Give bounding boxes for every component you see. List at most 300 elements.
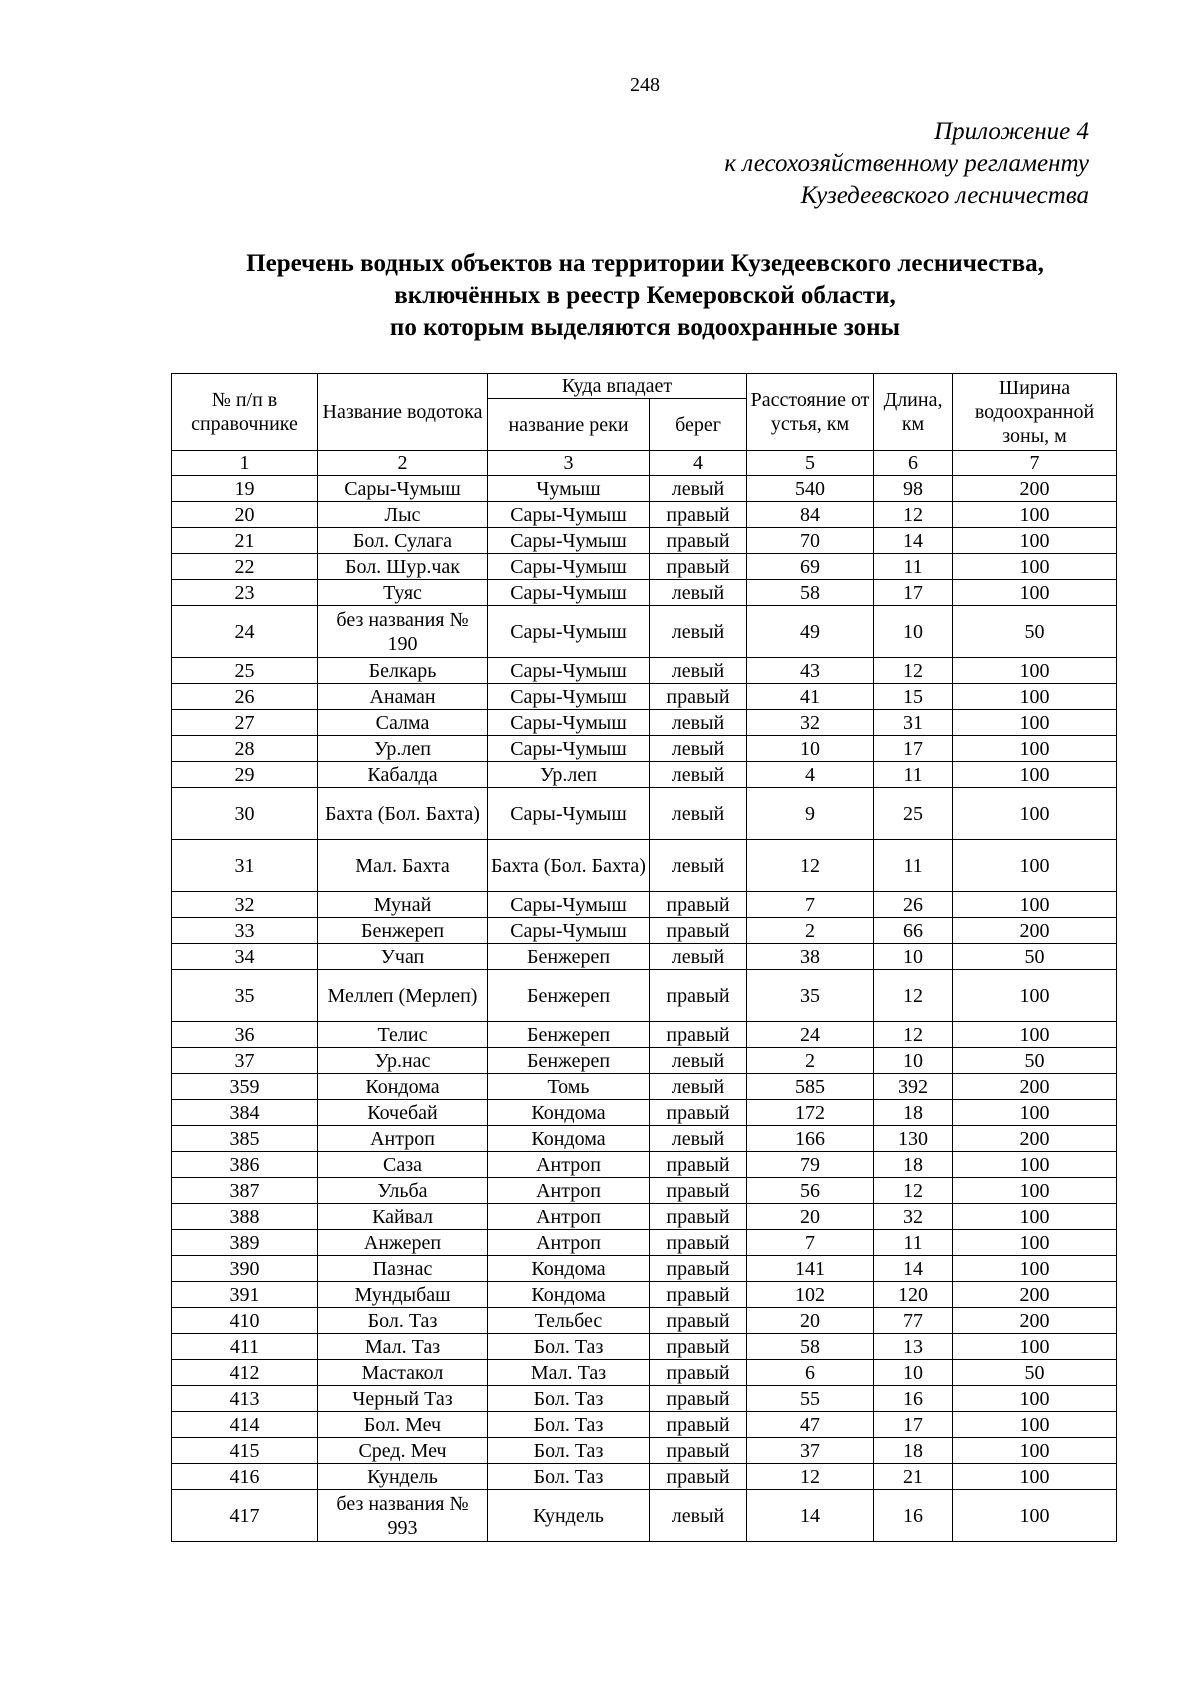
cell-num: 32 [172, 892, 318, 918]
cell-length: 130 [874, 1126, 953, 1152]
cell-width: 200 [953, 918, 1117, 944]
cell-num: 388 [172, 1204, 318, 1230]
cell-distance: 20 [747, 1308, 874, 1334]
cell-num: 411 [172, 1334, 318, 1360]
cell-width: 100 [953, 892, 1117, 918]
table-row [172, 918, 1117, 944]
cell-length: 120 [874, 1282, 953, 1308]
cell-distance: 172 [747, 1100, 874, 1126]
table-row [172, 606, 1117, 658]
table-row [172, 1074, 1117, 1100]
cell-name: без названия № 993 [318, 1490, 488, 1542]
cell-name: Анжереп [318, 1230, 488, 1256]
table-row [172, 554, 1117, 580]
cell-num: 416 [172, 1464, 318, 1490]
cell-bank: правый [650, 1178, 747, 1204]
cell-distance: 84 [747, 502, 874, 528]
table-row [172, 1152, 1117, 1178]
header-bank: берег [650, 399, 747, 451]
title-line-1: Перечень водных объектов на территории Кузедеевского лесничества, [246, 250, 1044, 277]
cell-distance: 2 [747, 1048, 874, 1074]
cell-width: 50 [953, 944, 1117, 970]
cell-width: 100 [953, 580, 1117, 606]
table-row [172, 1490, 1117, 1542]
cell-river: Сары-Чумыш [488, 684, 650, 710]
table-row [172, 1204, 1117, 1230]
table-row [172, 944, 1117, 970]
cell-bank: левый [650, 580, 747, 606]
cell-width: 50 [953, 606, 1117, 658]
title-line-2: включённых в реестр Кемеровской области, [394, 282, 896, 309]
cell-river: Антроп [488, 1152, 650, 1178]
cell-width: 100 [953, 684, 1117, 710]
cell-river: Бол. Таз [488, 1464, 650, 1490]
page-number: 248 [630, 74, 660, 96]
cell-length: 14 [874, 1256, 953, 1282]
cell-bank: левый [650, 476, 747, 502]
cell-distance: 69 [747, 554, 874, 580]
cell-width: 100 [953, 1438, 1117, 1464]
cell-distance: 55 [747, 1386, 874, 1412]
cell-bank: левый [650, 736, 747, 762]
table-row [172, 1100, 1117, 1126]
cell-num: 389 [172, 1230, 318, 1256]
cell-bank: правый [650, 1412, 747, 1438]
cell-name: Телис [318, 1022, 488, 1048]
table-row [172, 658, 1117, 684]
cell-name: Кайвал [318, 1204, 488, 1230]
cell-name: Мастакол [318, 1360, 488, 1386]
cell-length: 21 [874, 1464, 953, 1490]
cell-bank: левый [650, 1126, 747, 1152]
cell-bank: правый [650, 1256, 747, 1282]
table-row [172, 684, 1117, 710]
header-distance: Расстояние от устья, км [747, 374, 874, 451]
cell-name: Учап [318, 944, 488, 970]
cell-bank: правый [650, 528, 747, 554]
header-num: № п/п в справочнике [172, 374, 318, 451]
cell-river: Сары-Чумыш [488, 918, 650, 944]
cell-width: 100 [953, 840, 1117, 892]
cell-bank: правый [650, 918, 747, 944]
cell-bank: правый [650, 1308, 747, 1334]
cell-river: Антроп [488, 1230, 650, 1256]
cell-num: 359 [172, 1074, 318, 1100]
cell-distance: 585 [747, 1074, 874, 1100]
cell-width: 100 [953, 736, 1117, 762]
table-row [172, 1386, 1117, 1412]
cell-num: 19 [172, 476, 318, 502]
cell-num: 35 [172, 970, 318, 1022]
cell-river: Бол. Таз [488, 1438, 650, 1464]
water-objects-table [171, 373, 1117, 1542]
cell-length: 10 [874, 1360, 953, 1386]
cell-distance: 14 [747, 1490, 874, 1542]
cell-bank: правый [650, 1282, 747, 1308]
cell-length: 12 [874, 502, 953, 528]
cell-river: Ур.леп [488, 762, 650, 788]
cell-bank: правый [650, 554, 747, 580]
cell-num: 415 [172, 1438, 318, 1464]
cell-length: 12 [874, 1022, 953, 1048]
cell-width: 200 [953, 1126, 1117, 1152]
table-body [172, 451, 1117, 1542]
cell-river: Бахта (Бол. Бахта) [488, 840, 650, 892]
cell-bank: правый [650, 1152, 747, 1178]
cell-width: 100 [953, 1334, 1117, 1360]
cell-name: Мал. Таз [318, 1334, 488, 1360]
cell-name: Пазнас [318, 1256, 488, 1282]
cell-num: 37 [172, 1048, 318, 1074]
title-line-3: по которым выделяются водоохранные зоны [389, 314, 901, 341]
cell-length: 11 [874, 1230, 953, 1256]
cell-width: 100 [953, 1100, 1117, 1126]
cell-distance: 58 [747, 580, 874, 606]
cell-name: Белкарь [318, 658, 488, 684]
table-row [172, 1022, 1117, 1048]
table-row [172, 1178, 1117, 1204]
cell-river: Антроп [488, 1204, 650, 1230]
cell-num: 384 [172, 1100, 318, 1126]
cell-length: 32 [874, 1204, 953, 1230]
cell-river: Бол. Таз [488, 1334, 650, 1360]
cell-river: Кондома [488, 1126, 650, 1152]
cell-bank: правый [650, 1022, 747, 1048]
cell-distance: 58 [747, 1334, 874, 1360]
cell-num: 36 [172, 1022, 318, 1048]
cell-river: Бенжереп [488, 1022, 650, 1048]
cell-num: 412 [172, 1360, 318, 1386]
cell-length: 26 [874, 892, 953, 918]
cell-river: Сары-Чумыш [488, 710, 650, 736]
cell-length: 12 [874, 658, 953, 684]
cell-name: Кундель [318, 1464, 488, 1490]
cell-num: 24 [172, 606, 318, 658]
cell-distance: 49 [747, 606, 874, 658]
cell-distance: 79 [747, 1152, 874, 1178]
table-row [172, 528, 1117, 554]
cell-width: 100 [953, 1490, 1117, 1542]
cell-width: 100 [953, 1412, 1117, 1438]
table-row [172, 1048, 1117, 1074]
cell-length: 16 [874, 1386, 953, 1412]
cell-width: 100 [953, 1178, 1117, 1204]
cell-distance: 20 [747, 1204, 874, 1230]
cell-width: 200 [953, 1282, 1117, 1308]
cell-length: 98 [874, 476, 953, 502]
table-row [172, 502, 1117, 528]
cell-bank: левый [650, 658, 747, 684]
cell-width: 100 [953, 1204, 1117, 1230]
table-row [172, 1126, 1117, 1152]
cell-num: 386 [172, 1152, 318, 1178]
cell-name: Туяс [318, 580, 488, 606]
cell-river: Сары-Чумыш [488, 788, 650, 840]
cell-length: 10 [874, 606, 953, 658]
header-river-name: название реки [488, 399, 650, 451]
cell-num: 385 [172, 1126, 318, 1152]
cell-num: 27 [172, 710, 318, 736]
cell-distance: 12 [747, 840, 874, 892]
cell-length: 12 [874, 1178, 953, 1204]
cell-bank: левый [650, 1490, 747, 1542]
cell-width: 100 [953, 788, 1117, 840]
table-row [172, 1360, 1117, 1386]
cell-river: Тельбес [488, 1308, 650, 1334]
appendix-line-3: Кузедеевского лесничества [800, 182, 1089, 209]
cell-name: Бенжереп [318, 918, 488, 944]
cell-width: 50 [953, 1360, 1117, 1386]
cell-name: Анаман [318, 684, 488, 710]
table-row [172, 476, 1117, 502]
cell-river: Кондома [488, 1282, 650, 1308]
cell-num: 414 [172, 1412, 318, 1438]
cell-name: Лыс [318, 502, 488, 528]
cell-name: Сары-Чумыш [318, 476, 488, 502]
cell-width: 50 [953, 1048, 1117, 1074]
table-row [172, 710, 1117, 736]
cell-length: 10 [874, 944, 953, 970]
cell-distance: 38 [747, 944, 874, 970]
cell-num: 387 [172, 1178, 318, 1204]
cell-name: Черный Таз [318, 1386, 488, 1412]
cell-num: 34 [172, 944, 318, 970]
cell-length: 17 [874, 1412, 953, 1438]
cell-bank: правый [650, 1360, 747, 1386]
cell-name: Бол. Шур.чак [318, 554, 488, 580]
cell-river: Бенжереп [488, 970, 650, 1022]
cell-num: 410 [172, 1308, 318, 1334]
cell-bank: левый [650, 840, 747, 892]
cell-bank: правый [650, 502, 747, 528]
cell-name: Бол. Меч [318, 1412, 488, 1438]
cell-river: Сары-Чумыш [488, 528, 650, 554]
cell-num: 26 [172, 684, 318, 710]
cell-distance: 37 [747, 1438, 874, 1464]
cell-num: 28 [172, 736, 318, 762]
cell-distance: 56 [747, 1178, 874, 1204]
cell-river: Сары-Чумыш [488, 580, 650, 606]
cell-river: Антроп [488, 1178, 650, 1204]
cell-width: 100 [953, 970, 1117, 1022]
cell-width: 200 [953, 476, 1117, 502]
cell-length: 18 [874, 1152, 953, 1178]
cell-length: 10 [874, 1048, 953, 1074]
cell-bank: правый [650, 892, 747, 918]
cell-distance: 9 [747, 788, 874, 840]
cell-name: Кабалда [318, 762, 488, 788]
cell-name: Кондома [318, 1074, 488, 1100]
cell-num: 25 [172, 658, 318, 684]
cell-river: Кондома [488, 1100, 650, 1126]
appendix-reference [724, 116, 1089, 212]
cell-name: Антроп [318, 1126, 488, 1152]
column-number: 7 [953, 451, 1117, 476]
column-number-row [172, 451, 1117, 476]
cell-name: Салма [318, 710, 488, 736]
column-number: 6 [874, 451, 953, 476]
cell-width: 100 [953, 1022, 1117, 1048]
cell-length: 15 [874, 684, 953, 710]
cell-distance: 70 [747, 528, 874, 554]
header-width: Ширина водоохранной зоны, м [953, 374, 1117, 451]
cell-bank: правый [650, 1334, 747, 1360]
cell-name: Меллеп (Мерлеп) [318, 970, 488, 1022]
cell-length: 12 [874, 970, 953, 1022]
cell-num: 390 [172, 1256, 318, 1282]
cell-distance: 43 [747, 658, 874, 684]
cell-bank: правый [650, 1230, 747, 1256]
cell-name: Мундыбаш [318, 1282, 488, 1308]
cell-bank: левый [650, 710, 747, 736]
cell-distance: 12 [747, 1464, 874, 1490]
cell-length: 25 [874, 788, 953, 840]
cell-width: 100 [953, 710, 1117, 736]
cell-distance: 32 [747, 710, 874, 736]
cell-distance: 4 [747, 762, 874, 788]
cell-length: 18 [874, 1438, 953, 1464]
header-flows-into: Куда впадает [488, 374, 747, 399]
table-row [172, 1282, 1117, 1308]
table-row [172, 788, 1117, 840]
cell-bank: правый [650, 1386, 747, 1412]
cell-length: 392 [874, 1074, 953, 1100]
cell-distance: 6 [747, 1360, 874, 1386]
table-row [172, 1308, 1117, 1334]
cell-name: Саза [318, 1152, 488, 1178]
cell-num: 413 [172, 1386, 318, 1412]
cell-width: 100 [953, 1386, 1117, 1412]
cell-width: 100 [953, 502, 1117, 528]
cell-name: без названия № 190 [318, 606, 488, 658]
table-row [172, 736, 1117, 762]
table-row [172, 1464, 1117, 1490]
cell-bank: правый [650, 1100, 747, 1126]
cell-name: Кочебай [318, 1100, 488, 1126]
cell-distance: 10 [747, 736, 874, 762]
cell-river: Кондома [488, 1256, 650, 1282]
cell-river: Сары-Чумыш [488, 554, 650, 580]
cell-length: 14 [874, 528, 953, 554]
cell-num: 20 [172, 502, 318, 528]
cell-bank: правый [650, 1464, 747, 1490]
cell-length: 16 [874, 1490, 953, 1542]
cell-distance: 41 [747, 684, 874, 710]
document-title [150, 248, 1140, 344]
cell-length: 17 [874, 736, 953, 762]
cell-length: 11 [874, 762, 953, 788]
cell-river: Бол. Таз [488, 1386, 650, 1412]
cell-width: 100 [953, 658, 1117, 684]
cell-river: Мал. Таз [488, 1360, 650, 1386]
cell-length: 11 [874, 840, 953, 892]
cell-name: Ур.леп [318, 736, 488, 762]
cell-num: 391 [172, 1282, 318, 1308]
cell-width: 100 [953, 1464, 1117, 1490]
cell-river: Томь [488, 1074, 650, 1100]
cell-name: Бол. Сулага [318, 528, 488, 554]
cell-name: Мунай [318, 892, 488, 918]
table-row [172, 580, 1117, 606]
cell-river: Сары-Чумыш [488, 606, 650, 658]
column-number: 4 [650, 451, 747, 476]
cell-river: Кундель [488, 1490, 650, 1542]
cell-river: Сары-Чумыш [488, 658, 650, 684]
cell-bank: правый [650, 1438, 747, 1464]
table-row [172, 1412, 1117, 1438]
cell-river: Бол. Таз [488, 1412, 650, 1438]
cell-river: Сары-Чумыш [488, 892, 650, 918]
cell-width: 100 [953, 762, 1117, 788]
table-row [172, 970, 1117, 1022]
cell-distance: 166 [747, 1126, 874, 1152]
cell-length: 18 [874, 1100, 953, 1126]
cell-bank: левый [650, 1048, 747, 1074]
table-row [172, 1334, 1117, 1360]
cell-distance: 24 [747, 1022, 874, 1048]
cell-distance: 35 [747, 970, 874, 1022]
table-row [172, 1230, 1117, 1256]
cell-num: 33 [172, 918, 318, 944]
cell-river: Сары-Чумыш [488, 736, 650, 762]
cell-name: Мал. Бахта [318, 840, 488, 892]
cell-length: 31 [874, 710, 953, 736]
cell-bank: правый [650, 1204, 747, 1230]
cell-length: 13 [874, 1334, 953, 1360]
table-row [172, 1438, 1117, 1464]
cell-distance: 7 [747, 1230, 874, 1256]
cell-river: Бенжереп [488, 944, 650, 970]
cell-num: 21 [172, 528, 318, 554]
cell-name: Ульба [318, 1178, 488, 1204]
column-number: 5 [747, 451, 874, 476]
cell-num: 30 [172, 788, 318, 840]
cell-bank: левый [650, 762, 747, 788]
column-number: 2 [318, 451, 488, 476]
cell-width: 100 [953, 1256, 1117, 1282]
table-row [172, 892, 1117, 918]
cell-num: 31 [172, 840, 318, 892]
cell-river: Сары-Чумыш [488, 502, 650, 528]
cell-length: 17 [874, 580, 953, 606]
cell-width: 200 [953, 1308, 1117, 1334]
cell-distance: 7 [747, 892, 874, 918]
cell-width: 100 [953, 528, 1117, 554]
cell-distance: 2 [747, 918, 874, 944]
cell-river: Бенжереп [488, 1048, 650, 1074]
cell-name: Ур.нас [318, 1048, 488, 1074]
cell-length: 77 [874, 1308, 953, 1334]
cell-width: 100 [953, 554, 1117, 580]
cell-bank: левый [650, 788, 747, 840]
cell-width: 200 [953, 1074, 1117, 1100]
table-row [172, 762, 1117, 788]
cell-width: 100 [953, 1230, 1117, 1256]
cell-num: 22 [172, 554, 318, 580]
cell-bank: левый [650, 606, 747, 658]
column-number: 3 [488, 451, 650, 476]
header-name: Название водотока [318, 374, 488, 451]
cell-num: 417 [172, 1490, 318, 1542]
cell-width: 100 [953, 1152, 1117, 1178]
cell-name: Бол. Таз [318, 1308, 488, 1334]
cell-bank: правый [650, 684, 747, 710]
cell-distance: 141 [747, 1256, 874, 1282]
cell-river: Чумыш [488, 476, 650, 502]
cell-num: 23 [172, 580, 318, 606]
column-number: 1 [172, 451, 318, 476]
cell-distance: 102 [747, 1282, 874, 1308]
